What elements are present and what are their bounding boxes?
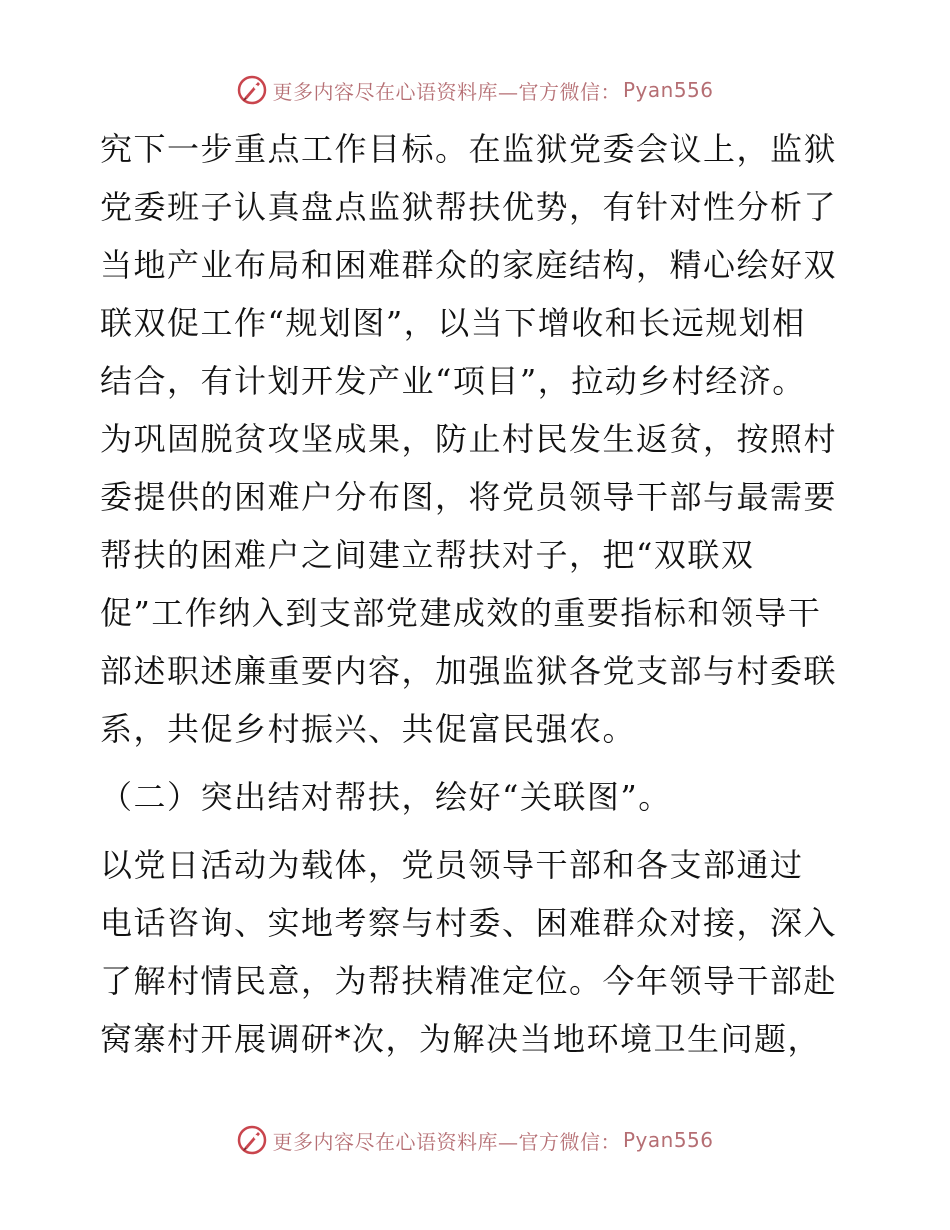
body-line: 究下一步重点工作目标。在监狱党委会议上，监狱 — [100, 130, 838, 168]
section-heading: （二）突出结对帮扶，绘好“关联图”。 — [100, 778, 672, 816]
watermark-text: 更多内容尽在心语资料库—官方微信： — [272, 1129, 621, 1154]
footer-watermark — [0, 1120, 950, 1160]
document-body — [100, 120, 860, 1068]
red-quill-logo-icon — [236, 74, 268, 106]
body-line: 促”工作纳入到支部党建成效的重要指标和领导干 — [100, 594, 822, 632]
body-line: 委提供的困难户分布图，将党员领导干部与最需要 — [100, 478, 838, 516]
body-line: 为巩固脱贫攻坚成果，防止村民发生返贫，按照村 — [100, 420, 838, 458]
body-line: 当地产业布局和困难群众的家庭结构，精心绘好双 — [100, 246, 838, 284]
body-line: 了解村情民意，为帮扶精准定位。今年领导干部赴 — [100, 962, 838, 1000]
body-line: 结合，有计划开发产业“项目”，拉动乡村经济。 — [100, 362, 806, 400]
red-quill-logo-icon — [236, 1124, 268, 1156]
header-watermark — [0, 70, 950, 110]
body-line: 系，共促乡村振兴、共促富民强农。 — [100, 710, 637, 748]
wechat-id: Pyan556 — [622, 1128, 714, 1152]
body-line: 帮扶的困难户之间建立帮扶对子，把“双联双 — [100, 536, 755, 574]
body-line: 以党日活动为载体，党员领导干部和各支部通过 — [100, 846, 804, 884]
watermark-text: 更多内容尽在心语资料库—官方微信： — [272, 79, 621, 104]
body-line: 联双促工作“规划图”，以当下增收和长远规划相 — [100, 304, 806, 342]
body-line: 窝寨村开展调研*次，为解决当地环境卫生问题， — [100, 1020, 822, 1058]
wechat-id: Pyan556 — [622, 78, 714, 102]
body-line: 党委班子认真盘点监狱帮扶优势，有针对性分析了 — [100, 188, 838, 226]
body-line: 部述职述廉重要内容，加强监狱各党支部与村委联 — [100, 652, 838, 690]
body-line: 电话咨询、实地考察与村委、困难群众对接，深入 — [100, 904, 838, 942]
